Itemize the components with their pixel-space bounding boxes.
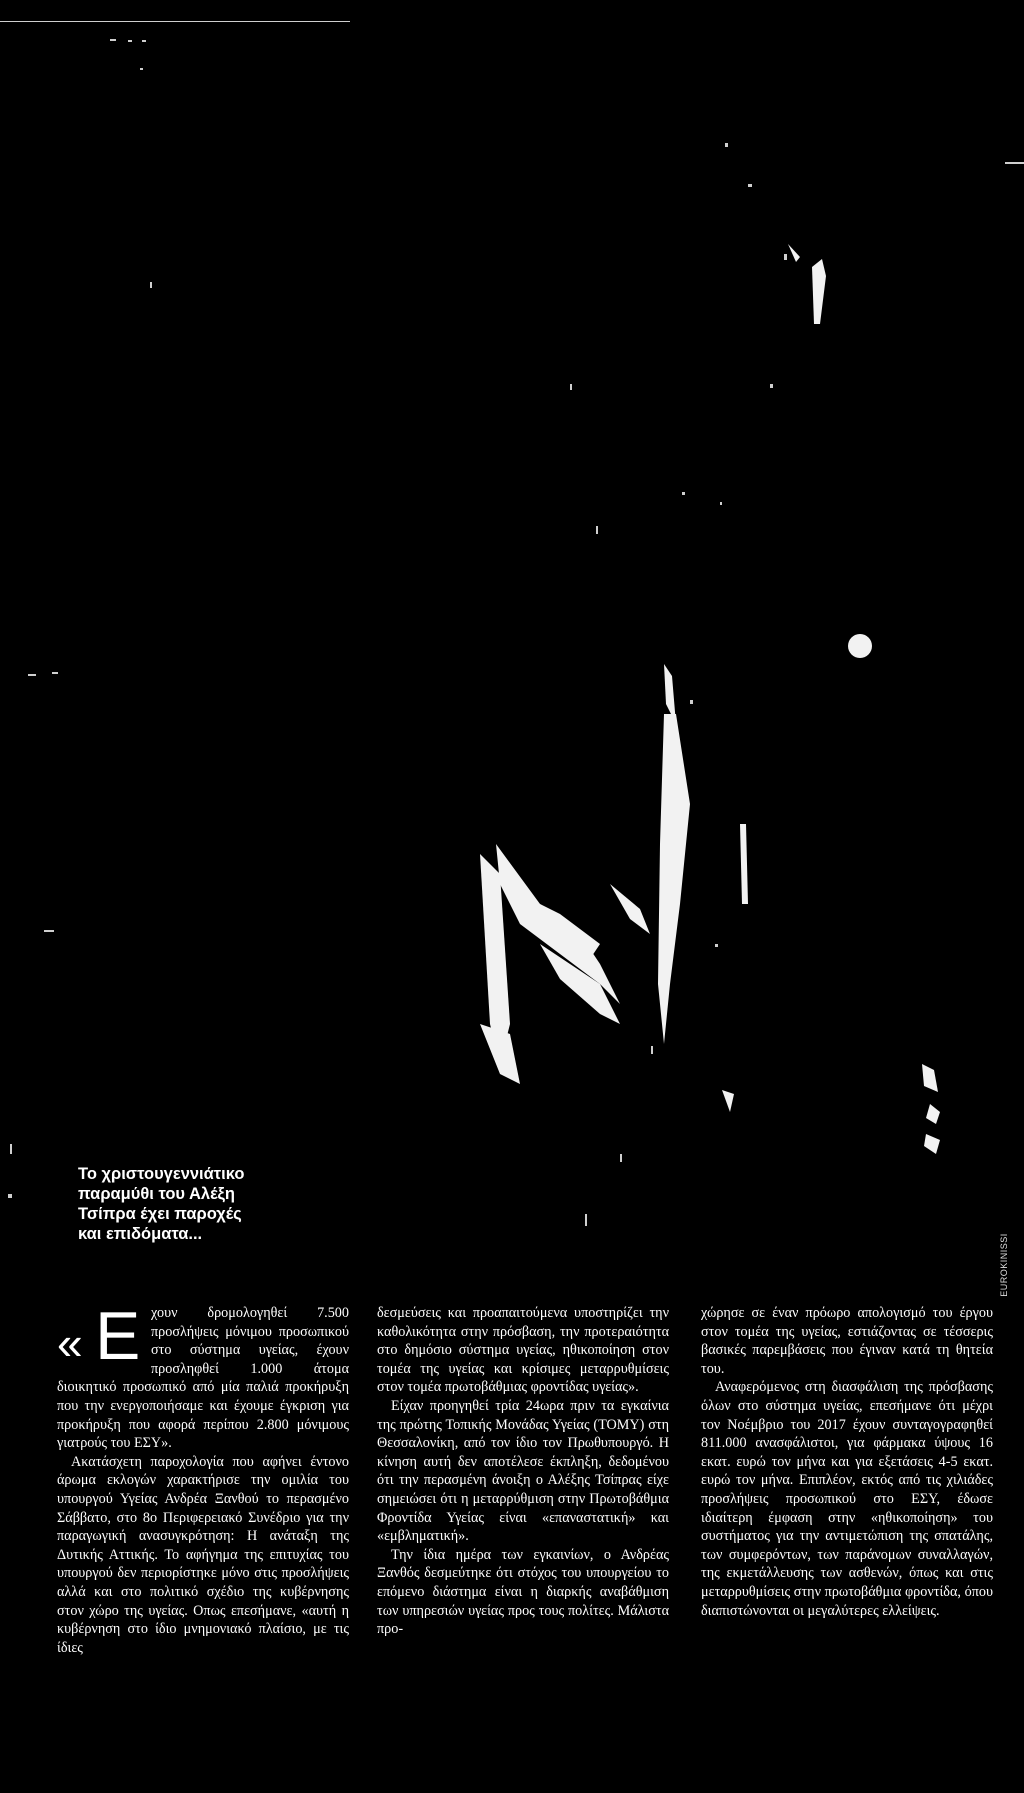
photo-caption: Το χριστουγεννιάτικο παραμύθι του Αλέξη Τσίπρα έχει παροχές και επιδόματα...	[78, 1165, 245, 1243]
article-paragraph: Την ίδια ημέρα των εγκαινίων, ο Ανδρέας Ξανθός δεσμεύτηκε ότι στόχος του υπουργείου το επόμενο διάστημα είναι η διαρκής αναβάθμιση των υπηρεσιών υγείας προς τους πολίτες. Μάλιστα προ-	[377, 1546, 669, 1638]
opening-quote-mark: «	[57, 1317, 83, 1369]
article-lead-paragraph	[57, 1298, 349, 1453]
article-paragraph: Ακατάσχετη παροχολογία που αφήνει έντονο άρωμα εκλογών χαρακτήρισε την ομιλία του υπουργού Υγείας Ανδρέα Ξανθού το περασμένο Σάββατο, στο 8ο Περιφερειακό Συνέδριο για την παραγωγική ανασυγκρότηση: Η ανάταξη της Δυτικής Αττικής. Το αφήγημα της επιτυχίας του υπουργού δεν περιορίστηκε μόνο στις προσλήψεις αλλά και στο πολιτικό σχέδιο της κυβέρνησης στον χώρο της υγείας. Οπως επεσήμανε, «αυτή η κυβέρνηση στο ίδιο μνημονιακό πλαίσιο, με τις ίδιες	[57, 1453, 349, 1656]
article-column-3	[701, 1304, 993, 1620]
photo-credit-text: EUROKINISSI	[999, 1233, 1010, 1297]
article-column-2	[377, 1304, 669, 1639]
article-paragraph: Είχαν προηγηθεί τρία 24ωρα πριν τα εγκαίνια της πρώτης Τοπικής Μονάδας Υγείας (ΤΟΜΥ) στη Θεσσαλονίκη, από τον ίδιο τον Πρωθυπουργό. Η κίνηση αυτή δεν αποτέλεσε έκπληξη, δεδομένου ότι την περασμένη άνοιξη ο Αλέξης Τσίπρας είχε σημειώσει ότι η μεταρρύθμιση στην Πρωτοβάθμια Φροντίδα Υγείας είναι «επαναστατική» και «εμβληματική».	[377, 1397, 669, 1545]
article-photo	[0, 24, 1024, 1229]
dropcap-block	[57, 1298, 145, 1374]
top-rule	[0, 21, 350, 22]
article-paragraph: χώρησε σε έναν πρόωρο απολογισμό του έργου στον τομέα της υγείας, εστιάζοντας σε τέσσερις βασικές παρεμβάσεις που έγιναν κατά τη θητεία του.	[701, 1305, 993, 1377]
photo-credit	[995, 1233, 1013, 1297]
article-column-1	[57, 1298, 349, 1657]
lead-text: χουν δρομολογηθεί 7.500 προσλήψεις μόνιμου προσωπικού στο σύστημα υγείας, έχουν προσληφθεί 1.000 άτομα διοικητικό προσωπικό από μία παλιά προκήρυξη που την ενεργοποιήσαμε και έχουμε έγκριση για προκήρυξη που αφορά περίπου 2.800 μόνιμους γιατρούς του ΕΣΥ».	[57, 1305, 349, 1452]
article-paragraph: δεσμεύσεις και προαπαιτούμενα υποστηρίζει την καθολικότητα στην πρόσβαση, την προτεραιότητα στο δημόσιο σύστημα υγείας, ηθικοποίηση στον τομέα της υγείας και κρίσιμες μεταρρυθμίσεις στον τομέα πρωτοβάθμιας φροντίδας υγείας».	[377, 1305, 669, 1396]
dropcap-letter: Ε	[95, 1298, 141, 1374]
photo-silhouette	[0, 24, 1024, 1229]
article-paragraph: Αναφερόμενος στη διασφάλιση της πρόσβασης όλων στο σύστημα υγείας, επεσήμανε ότι μέχρι τον Νοέμβριο του 2017 έχουν συνταγογραφηθεί 811.000 ανασφάλιστοι, για φάρμακα ύψους 16 εκατ. ευρώ τον μήνα και για εξετάσεις 4-5 εκατ. ευρώ τον μήνα. Επιπλέον, εκτός από τις χιλιάδες προσλήψεις προσωπικού στο ΕΣΥ, έδωσε ιδιαίτερη έμφαση στην «ηθικοποίηση» του συστήματος για την αντιμετώπιση της σπατάλης, των συμφερόντων, των παράνομων συναλλαγών, της εκμετάλλευσης των ασθενών, όπως και στις μεταρρυθμίσεις στην πρωτοβάθμια φροντίδα, όπου διαπιστώνονται οι μεγαλύτερες ελλείψεις.	[701, 1379, 993, 1619]
